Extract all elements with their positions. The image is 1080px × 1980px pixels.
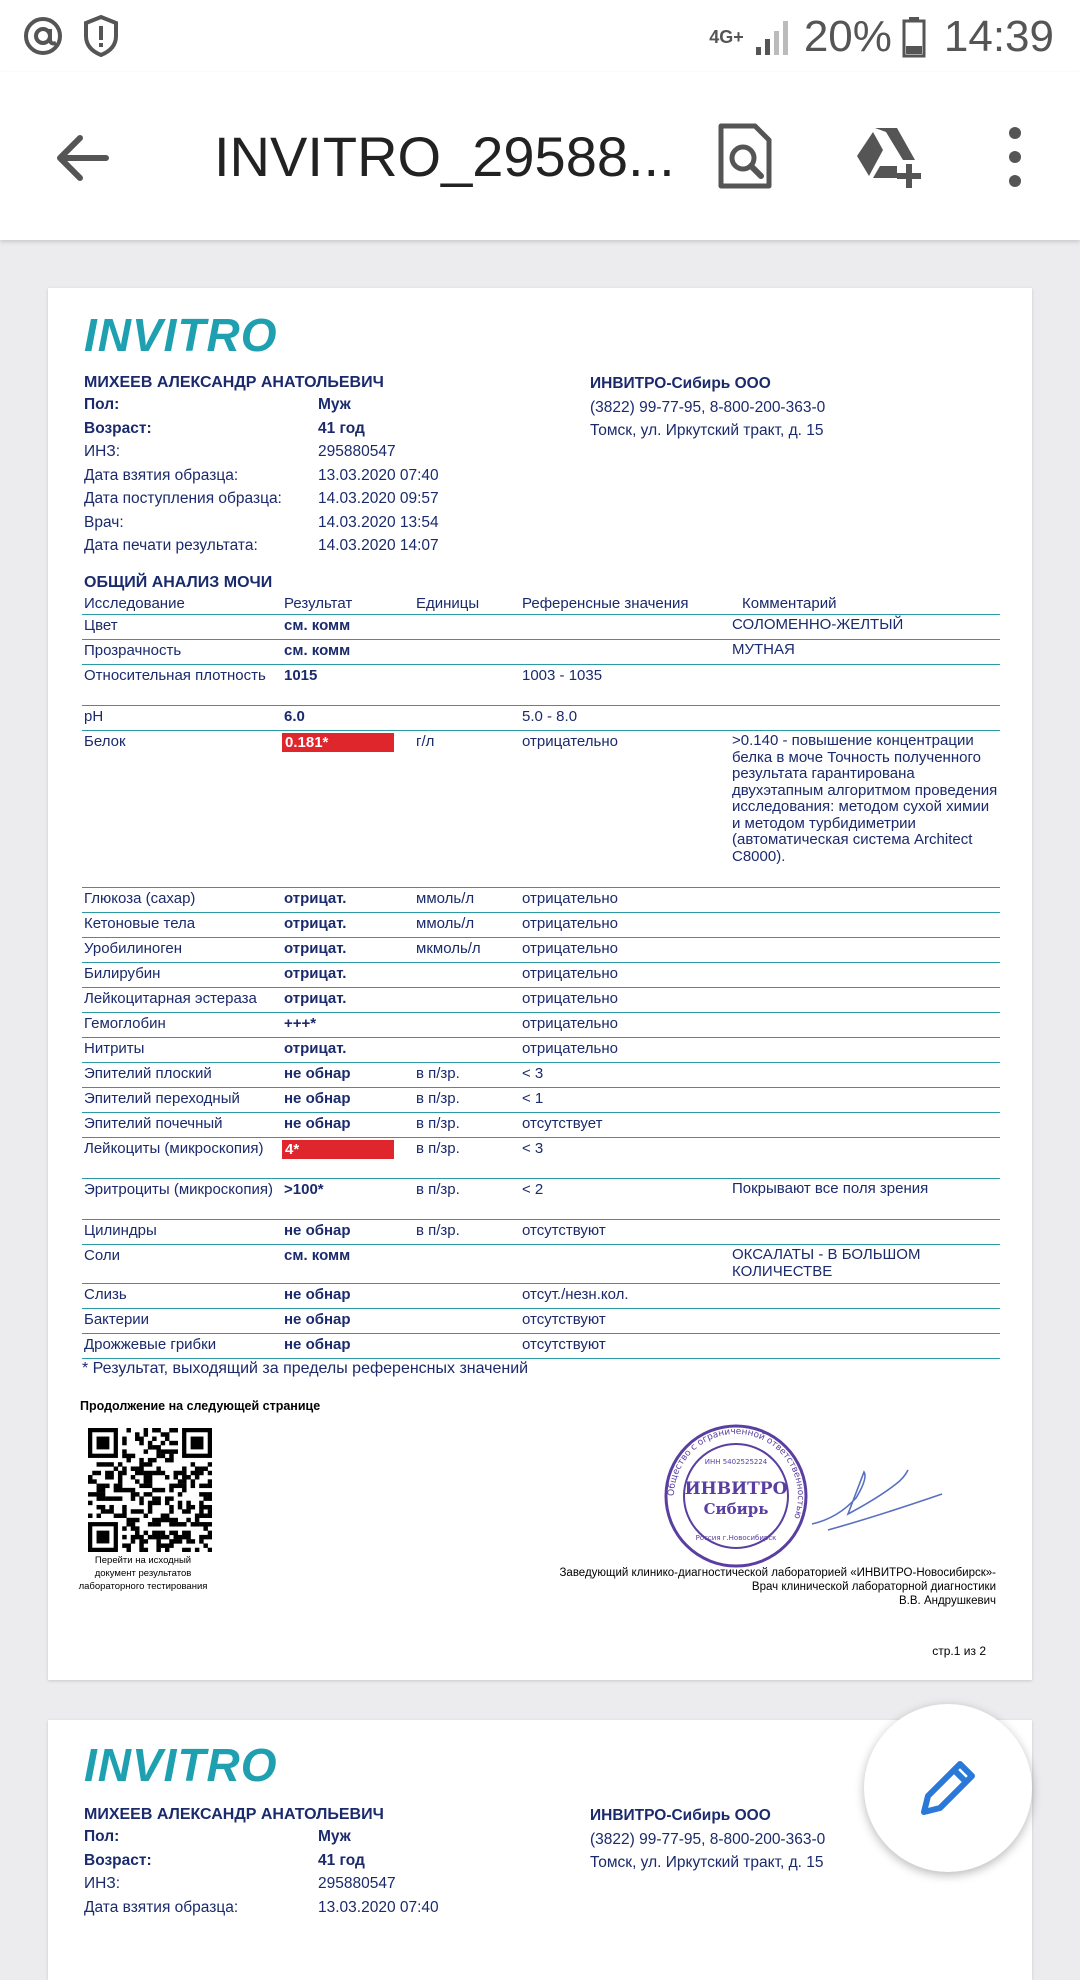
cell-test: Нитриты (84, 1040, 145, 1057)
info-value: 295880547 (318, 1875, 396, 1892)
doc-search-icon[interactable] (715, 122, 775, 192)
cell-units: ммоль/л (416, 915, 475, 932)
info-label: Возраст: (84, 1851, 152, 1869)
cell-ref: отсут./незн.кол. (522, 1286, 629, 1303)
cell-test: Бактерии (84, 1311, 150, 1328)
cell-units: в п/зр. (416, 1065, 460, 1082)
table-row (82, 1038, 1000, 1063)
info-row (84, 537, 584, 561)
cell-test: Соли (84, 1247, 120, 1264)
clock: 14:39 (943, 12, 1054, 61)
cell-result: отрицат. (284, 940, 347, 957)
cell-test: Дрожжевые грибки (84, 1336, 217, 1353)
info-row (84, 443, 584, 467)
table-row (82, 1334, 1000, 1359)
info-value: 14.03.2020 13:54 (318, 513, 439, 531)
info-label: ИНЗ: (84, 443, 121, 460)
cell-result: см. комм (284, 642, 351, 659)
cell-result: не обнар (284, 1222, 351, 1239)
document-title: INVITRO_29588... (214, 125, 675, 188)
cell-test: Эпителий почечный (84, 1115, 223, 1132)
cell-result: не обнар (284, 1065, 351, 1082)
info-label: Дата поступления образца: (84, 490, 282, 507)
cell-result: 1015 (284, 667, 318, 684)
cell-test: Цвет (84, 617, 118, 634)
table-row (82, 615, 1000, 640)
info-value: 13.03.2020 07:40 (318, 1898, 439, 1916)
svg-text:ИНН 5402525224: ИНН 5402525224 (704, 1458, 768, 1466)
info-value: Муж (318, 396, 351, 413)
info-value: 13.03.2020 07:40 (318, 466, 439, 484)
cell-result: см. комм (284, 617, 351, 634)
cell-units: в п/зр. (416, 1090, 460, 1107)
cell-test: Лейкоцитарная эстераза (84, 990, 257, 1007)
cell-test: Цилиндры (84, 1222, 157, 1239)
svg-text:Сибирь: Сибирь (703, 1500, 769, 1518)
results-table (82, 594, 1000, 1359)
info-label: Дата взятия образца: (84, 1898, 239, 1916)
cell-comment: >0.140 - повышение концентрации белка в моче Точность полученного результата гарантирована двухэтапным алгоритмом проведения исследования: методом сухой химии и методом турбидиметрии (автоматическая система Architect C8000). (732, 732, 998, 865)
table-row (82, 1063, 1000, 1088)
info-row (84, 420, 584, 444)
table-row (82, 1113, 1000, 1138)
qr-caption-line: документ результатов (94, 1568, 192, 1579)
info-row (84, 396, 584, 420)
cell-result: не обнар (284, 1311, 351, 1328)
signal-icon (754, 17, 794, 57)
table-row (82, 1309, 1000, 1334)
cell-ref: отсутствует (522, 1115, 603, 1132)
director-line: В.В. Андрушкевич (899, 1595, 996, 1607)
patient-info (84, 1828, 584, 1922)
shield-alert-icon (82, 14, 120, 58)
info-label: Пол: (84, 396, 120, 413)
table-row (82, 888, 1000, 913)
director-signature-block (559, 1566, 996, 1608)
info-label: Возраст: (84, 419, 152, 437)
info-label: Пол: (84, 1828, 120, 1845)
edit-pencil-icon (916, 1756, 980, 1820)
cell-result: не обнар (284, 1090, 351, 1107)
more-vert-icon[interactable] (1000, 124, 1030, 190)
cell-result: см. комм (284, 1247, 351, 1264)
cell-result: отрицат. (284, 890, 347, 907)
header-comment: Комментарий (742, 595, 837, 612)
table-row (82, 1138, 1000, 1179)
info-row (84, 1899, 584, 1923)
network-type: 4G+ (709, 26, 744, 47)
cell-units: мкмоль/л (416, 940, 481, 957)
header-ref: Референсные значения (522, 595, 689, 612)
invitro-logo: INVITRO (84, 309, 278, 361)
cell-result: +++* (284, 1015, 317, 1032)
cell-ref: 1003 - 1035 (522, 667, 603, 684)
table-row (82, 963, 1000, 988)
cell-units: в п/зр. (416, 1140, 460, 1157)
info-label: ИНЗ: (84, 1875, 121, 1892)
lab-info (590, 1804, 825, 1875)
patient-name: МИХЕЕВ АЛЕКСАНДР АНАТОЛЬЕВИЧ (84, 374, 384, 391)
info-row (84, 1828, 584, 1852)
cell-ref: < 2 (522, 1181, 544, 1198)
cell-units: в п/зр. (416, 1222, 460, 1239)
cell-test: Глюкоза (сахар) (84, 890, 196, 907)
cell-ref: 5.0 - 8.0 (522, 708, 578, 725)
cell-result: 6.0 (284, 708, 305, 725)
info-label: Дата печати результата: (84, 537, 258, 554)
cell-comment: МУТНАЯ (732, 641, 795, 658)
cell-ref: отсутствуют (522, 1311, 606, 1328)
cell-test: Лейкоциты (микроскопия) (84, 1140, 264, 1157)
cell-test: Гемоглобин (84, 1015, 166, 1032)
cell-ref: отрицательно (522, 890, 618, 907)
table-row (82, 1245, 1000, 1284)
cell-ref: отрицательно (522, 940, 618, 957)
edit-fab-button[interactable] (864, 1704, 1032, 1872)
cell-units: в п/зр. (416, 1181, 460, 1198)
info-row (84, 1852, 584, 1876)
info-row (84, 514, 584, 538)
status-bar (0, 0, 1080, 72)
footnote: * Результат, выходящий за пределы референсных значений (82, 1360, 529, 1377)
patient-name: МИХЕЕВ АЛЕКСАНДР АНАТОЛЬЕВИЧ (84, 1806, 384, 1823)
cell-result: отрицат. (284, 965, 347, 982)
cell-result: отрицат. (284, 915, 347, 932)
cell-ref: отрицательно (522, 1015, 618, 1032)
continued-note: Продолжение на следующей странице (80, 1399, 321, 1413)
table-row (82, 913, 1000, 938)
info-value: 41 год (318, 419, 365, 437)
cell-ref: отрицательно (522, 965, 618, 982)
table-body (82, 615, 1000, 1359)
invitro-logo: INVITRO (84, 1739, 278, 1791)
director-line: Заведующий клинико-диагностической лабораторией «ИНВИТРО-Новосибирск»- (559, 1567, 996, 1579)
qr-caption-line: лабораторного тестирования (78, 1581, 208, 1592)
table-row (82, 640, 1000, 665)
cell-test: Эритроциты (микроскопия) (84, 1181, 273, 1198)
lab-info (590, 372, 825, 443)
table-row (82, 665, 1000, 706)
battery-icon (902, 16, 926, 58)
cell-ref: < 3 (522, 1140, 544, 1157)
cell-ref: отрицательно (522, 915, 618, 932)
table-row (82, 1220, 1000, 1245)
info-row (84, 467, 584, 491)
info-row (84, 1875, 584, 1899)
cell-result: отрицат. (284, 990, 347, 1007)
table-row (82, 938, 1000, 963)
cell-test: Кетоновые тела (84, 915, 196, 932)
cell-comment: СОЛОМЕННО-ЖЕЛТЫЙ (732, 616, 904, 633)
info-value: 41 год (318, 1851, 365, 1869)
table-row (82, 1013, 1000, 1038)
cell-test: Белок (84, 733, 126, 750)
svg-text:Россия г.Новосибирск: Россия г.Новосибирск (695, 1534, 777, 1542)
header-test: Исследование (84, 595, 185, 612)
lab-name: ИНВИТРО-Сибирь ООО (590, 375, 771, 392)
cell-ref: отрицательно (522, 1040, 618, 1057)
cell-comment: Покрывают все поля зрения (732, 1180, 929, 1197)
cell-result: 0.181* (282, 733, 394, 752)
table-row (82, 988, 1000, 1013)
table-header (82, 594, 1000, 615)
lab-address: Томск, ул. Иркутский тракт, д. 15 (590, 422, 824, 439)
info-value: 14.03.2020 09:57 (318, 490, 439, 507)
table-row (82, 706, 1000, 731)
header-units: Единицы (416, 595, 480, 612)
table-row (82, 731, 1000, 888)
stamp-seal (662, 1422, 810, 1570)
cell-result: не обнар (284, 1336, 351, 1353)
section-title: ОБЩИЙ АНАЛИЗ МОЧИ (84, 574, 273, 591)
cell-test: Относительная плотность (84, 667, 266, 684)
director-line: Врач клинической лабораторной диагностики (751, 1581, 996, 1593)
lab-phone: (3822) 99-77-95, 8-800-200-363-0 (590, 1830, 826, 1848)
cell-test: Прозрачность (84, 642, 182, 659)
qr-code[interactable] (88, 1428, 212, 1552)
info-value: 295880547 (318, 443, 396, 460)
signature (808, 1458, 948, 1538)
cell-ref: < 1 (522, 1090, 544, 1107)
cell-ref: отсутствуют (522, 1222, 606, 1239)
table-row (82, 1179, 1000, 1220)
battery-percent: 20% (803, 12, 892, 61)
back-arrow-icon[interactable] (50, 126, 114, 190)
lab-name: ИНВИТРО-Сибирь ООО (590, 1807, 771, 1824)
cell-comment: ОКСАЛАТЫ - В БОЛЬШОМ КОЛИЧЕСТВЕ (732, 1246, 921, 1280)
cell-ref: отрицательно (522, 990, 618, 1007)
header-result: Результат (284, 595, 353, 612)
info-value: Муж (318, 1828, 351, 1845)
at-icon (22, 15, 64, 57)
cell-result: отрицат. (284, 1040, 347, 1057)
drive-add-icon[interactable] (853, 122, 923, 192)
info-label: Врач: (84, 513, 124, 531)
cell-ref: < 3 (522, 1065, 544, 1082)
cell-units: г/л (416, 733, 435, 750)
page-number: стр.1 из 2 (932, 1644, 986, 1658)
cell-test: pH (84, 708, 104, 725)
cell-units: в п/зр. (416, 1115, 460, 1132)
cell-test: Слизь (84, 1286, 127, 1303)
cell-ref: отрицательно (522, 733, 618, 750)
cell-result: >100* (284, 1181, 324, 1198)
table-row (82, 1088, 1000, 1113)
patient-info (84, 396, 584, 561)
svg-text:ИНВИТРО: ИНВИТРО (684, 1479, 788, 1499)
info-value: 14.03.2020 14:07 (318, 537, 439, 554)
cell-units: ммоль/л (416, 890, 475, 907)
info-label: Дата взятия образца: (84, 466, 239, 484)
cell-test: Эпителий переходный (84, 1090, 240, 1107)
app-bar (0, 72, 1080, 240)
svg-text:Общество с ограниченной ответс: Общество с ограниченной ответственностью (666, 1426, 806, 1520)
document-page-1 (48, 288, 1032, 1680)
cell-result: 4* (282, 1140, 394, 1159)
lab-address: Томск, ул. Иркутский тракт, д. 15 (590, 1854, 824, 1871)
cell-result: не обнар (284, 1286, 351, 1303)
cell-ref: отсутствуют (522, 1336, 606, 1353)
cell-test: Билирубин (84, 965, 161, 982)
info-row (84, 490, 584, 514)
table-row (82, 1284, 1000, 1309)
cell-test: Уробилиноген (84, 940, 183, 957)
cell-test: Эпителий плоский (84, 1065, 212, 1082)
qr-caption (68, 1554, 218, 1593)
lab-phone: (3822) 99-77-95, 8-800-200-363-0 (590, 398, 826, 416)
qr-caption-line: Перейти на исходный (94, 1555, 192, 1566)
cell-result: не обнар (284, 1115, 351, 1132)
